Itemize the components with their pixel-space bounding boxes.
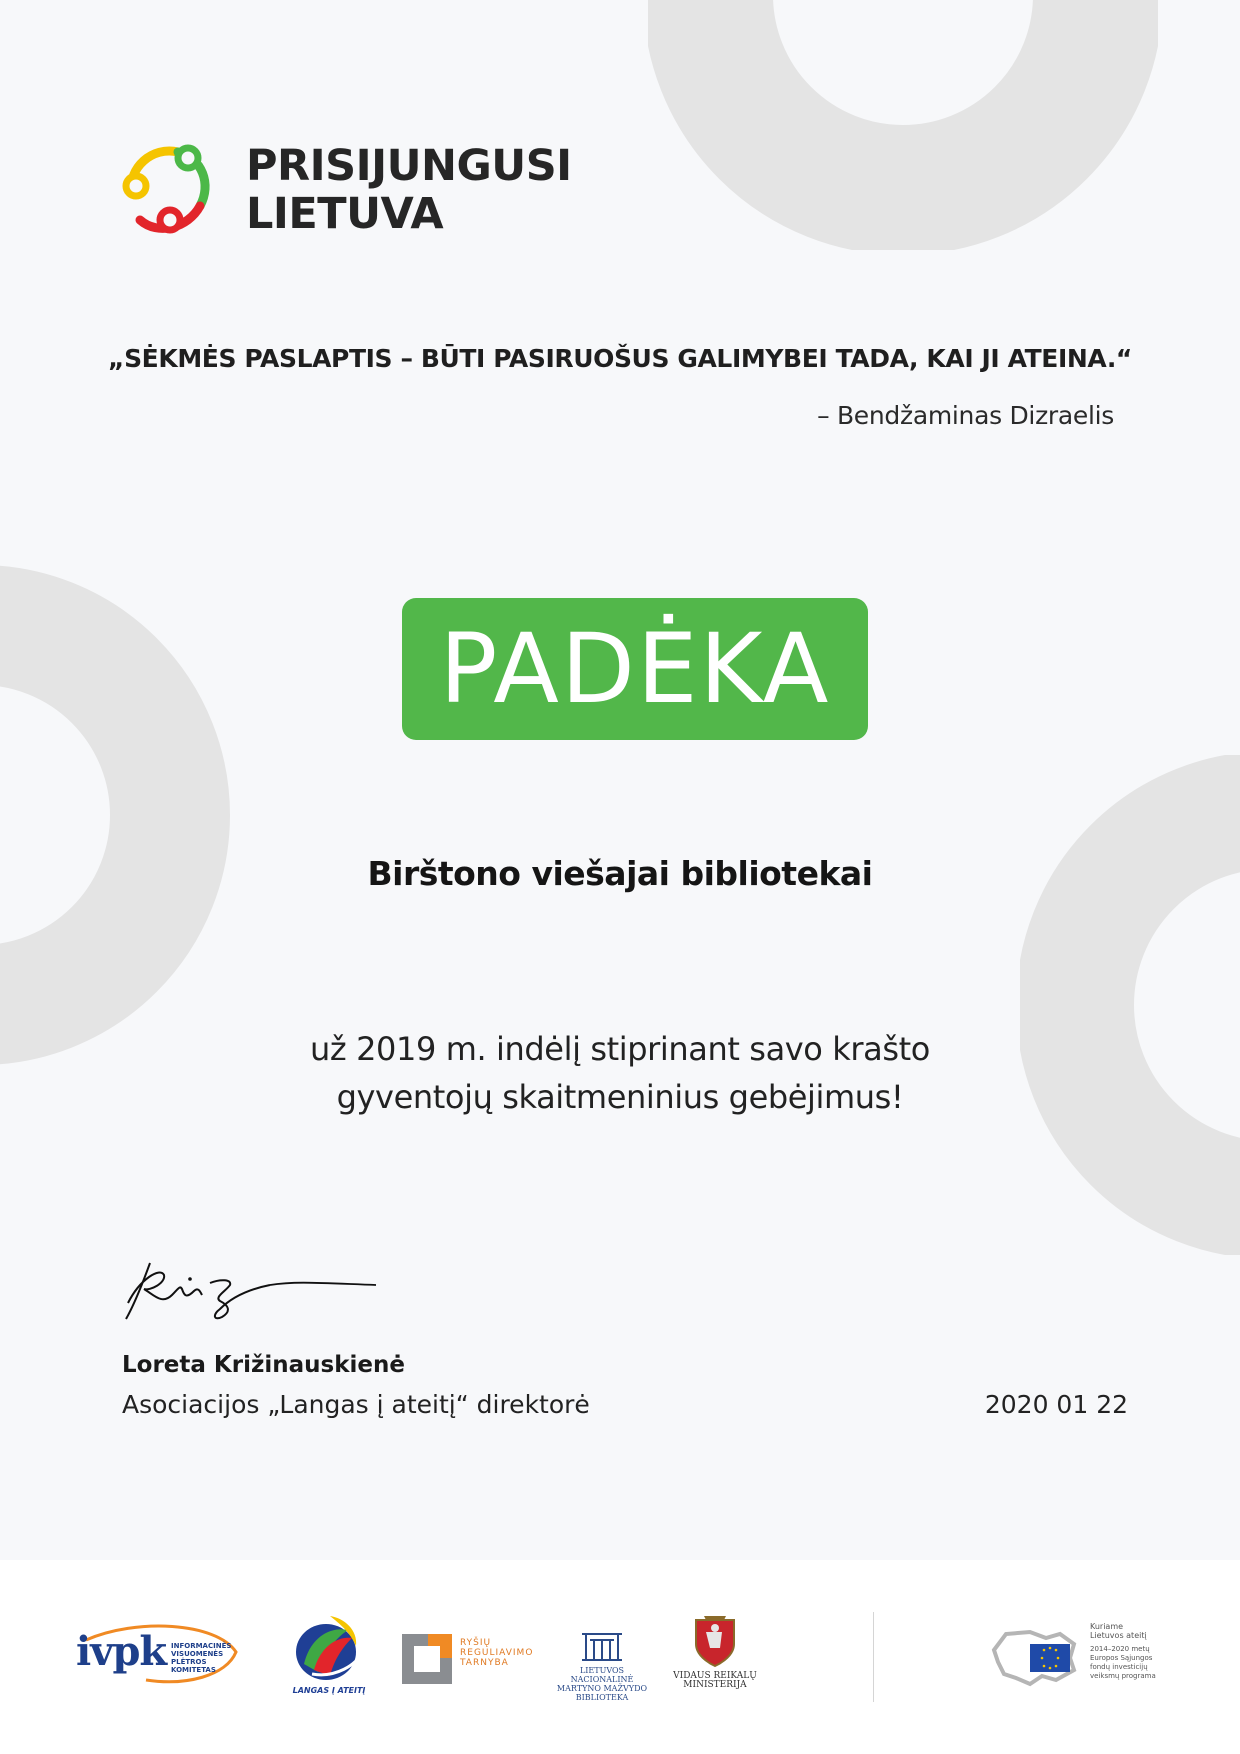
rrt-caption-line-2: REGULIAVIMO (460, 1648, 534, 1658)
lnb-caption-line-2: MARTYNO MAŽVYDO (556, 1684, 648, 1693)
award-reason (0, 1025, 1240, 1121)
prisijungusi-lietuva-logo-icon (118, 140, 218, 240)
eu-title-line-2: Lietuvos ateitį (1090, 1631, 1147, 1640)
reason-line-1: už 2019 m. indėlį stiprinant savo krašto (310, 1030, 930, 1068)
reason-line-2: gyventojų skaitmeninius gebėjimus! (336, 1078, 904, 1116)
ivpk-logo (76, 1618, 241, 1688)
logo-line-1: PRISIJUNGUSI (246, 141, 572, 191)
issue-date: 2020 01 22 (984, 1390, 1128, 1419)
library-building-icon (580, 1626, 624, 1664)
ivpk-wordmark: ivpk (76, 1628, 167, 1675)
eu-caption-line-4: veiksmų programa (1090, 1672, 1156, 1680)
rrt-caption-line-1: RYŠIŲ (460, 1638, 492, 1648)
lnb-caption-line-3: BIBLIOTEKA (575, 1693, 629, 1702)
eu-funds-logo (990, 1622, 1160, 1696)
vrm-logo (670, 1614, 760, 1700)
recipient-name: Birštono viešajai bibliotekai (367, 854, 873, 893)
coat-of-arms-icon (692, 1614, 738, 1668)
background-ring-left (0, 565, 230, 1065)
signer-role: Asociacijos „Langas į ateitį“ direktorė (122, 1390, 590, 1419)
langas-i-ateiti-logo (284, 1612, 374, 1700)
eu-title-line-1: Kuriame (1090, 1622, 1124, 1631)
ivpk-caption (171, 1642, 231, 1674)
footer-divider (873, 1612, 874, 1702)
rrt-caption (460, 1638, 533, 1668)
quote-text: „SĖKMĖS PASLAPTIS – BŪTI PASIRUOŠUS GALIMYBEI TADA, KAI JI ATEINA.“ (108, 344, 1132, 373)
lnb-logo (552, 1626, 652, 1702)
signer-name: Loreta Križinauskienė (122, 1352, 405, 1378)
lnb-caption-line-1: LIETUVOS NACIONALINĖ (570, 1666, 634, 1684)
ivpk-caption-line-2: VISUOMENĖS (171, 1650, 224, 1658)
background-ring-right (1020, 755, 1240, 1255)
ivpk-caption-line-3: PLĖTROS (171, 1658, 207, 1666)
lnb-caption (552, 1666, 652, 1702)
eu-caption (1090, 1622, 1156, 1681)
logo-wordmark (246, 142, 572, 238)
quote-author: – Bendžaminas Dizraelis (817, 401, 1114, 430)
vrm-caption (670, 1672, 760, 1690)
eu-caption-line-1: 2014–2020 metų (1090, 1645, 1150, 1653)
lithuania-map-eu-flag-icon (990, 1626, 1082, 1688)
eu-caption-line-2: Europos Sąjungos (1090, 1654, 1153, 1662)
badge-title: PADĖKA (439, 613, 831, 725)
langas-globe-icon (284, 1612, 374, 1684)
vrm-caption-line-1: VIDAUS REIKALŲ (673, 1671, 757, 1681)
langas-caption: LANGAS Į ATEITĮ (292, 1686, 366, 1695)
logo-line-2: LIETUVA (246, 189, 444, 239)
padeka-badge (402, 598, 868, 740)
ivpk-caption-line-1: INFORMACINĖS (171, 1642, 232, 1650)
ivpk-caption-line-4: KOMITETAS (171, 1666, 216, 1674)
handwritten-signature (120, 1245, 380, 1325)
rrt-logo (398, 1630, 543, 1686)
vrm-caption-line-2: MINISTERIJA (683, 1680, 747, 1690)
background-ring-top-right (648, 0, 1158, 250)
rrt-caption-line-3: TARNYBA (460, 1658, 509, 1668)
eu-caption-line-3: fondų investicijų (1090, 1663, 1148, 1671)
rrt-square-icon (398, 1630, 456, 1686)
